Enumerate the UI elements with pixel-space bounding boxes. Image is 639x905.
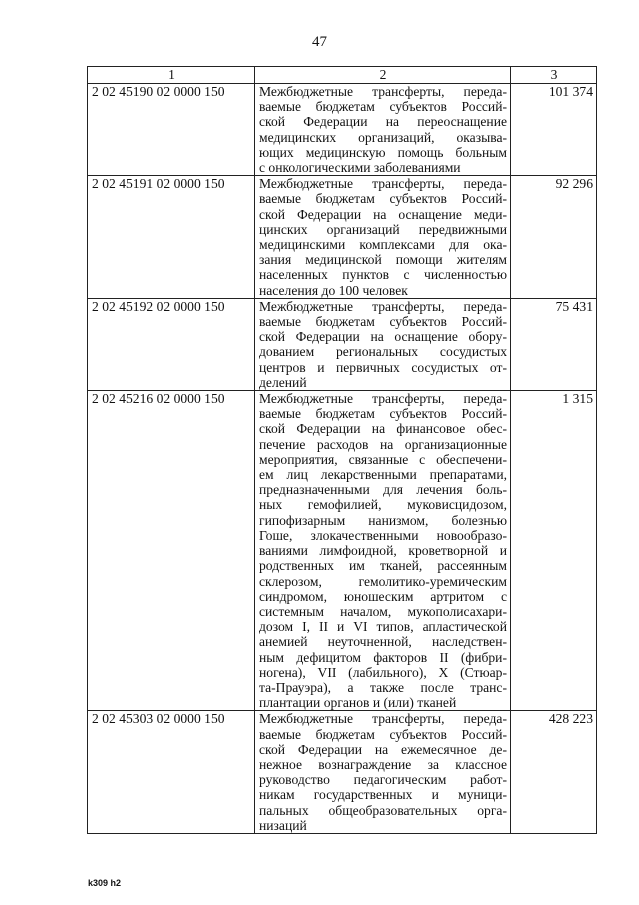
description-line: ваемые бюджетам субъектов Россий-: [259, 314, 507, 330]
description-line: никам государственных и муници-: [259, 787, 507, 803]
description-cell: [255, 84, 511, 176]
description-line: Межбюджетные трансферты, переда-: [259, 391, 507, 407]
description-line: населения до 100 человек: [259, 282, 408, 298]
description-line: ным дефицитом факторов II (фибри-: [259, 649, 507, 665]
amount-cell: 92 296: [511, 176, 597, 299]
description-line: ваемые бюджетам субъектов Россий-: [259, 726, 507, 742]
description-line: синдромом, юношеским артритом с: [259, 588, 507, 604]
budget-transfers-table: [87, 66, 597, 834]
description-line: ем лиц лекарственными препаратами,: [259, 467, 507, 483]
description-line: ваемые бюджетам субъектов Россий-: [259, 99, 507, 115]
description-cell: [255, 298, 511, 390]
description-line: мероприятия, связанные с обеспечени-: [259, 451, 507, 467]
description-line: с онкологическими заболеваниями: [259, 160, 461, 176]
description-cell: [255, 176, 511, 299]
description-line: предназначенными для лечения боль-: [259, 482, 507, 498]
column-header-description: 2: [255, 67, 511, 84]
description-line: делений: [259, 374, 307, 390]
description-line: низаций: [259, 817, 307, 833]
description-line: ской Федерации на оснащение обору-: [259, 329, 507, 345]
description-line: плантации органов и (или) тканей: [259, 695, 457, 711]
page-number: 47: [312, 34, 327, 50]
description-line: руководство педагогическим работ-: [259, 772, 507, 788]
description-line: ской Федерации на финансовое обес-: [259, 421, 507, 437]
amount-cell: 101 374: [511, 84, 597, 176]
table-row: [88, 176, 597, 299]
description-line: ваемые бюджетам субъектов Россий-: [259, 191, 507, 207]
budget-code-cell: 2 02 45191 02 0000 150: [88, 176, 255, 299]
description-line: центров и первичных сосудистых от-: [259, 359, 507, 375]
table-header: [88, 67, 597, 84]
header-row: [88, 67, 597, 84]
description-line: медицинских организаций, оказыва-: [259, 129, 507, 145]
description-line: Межбюджетные трансферты, переда-: [259, 176, 507, 192]
budget-code-cell: 2 02 45192 02 0000 150: [88, 298, 255, 390]
description-line: ской Федерации на ежемесячное де-: [259, 741, 507, 757]
description-line: та-Прауэра), а также после транс-: [259, 679, 507, 695]
description-cell: [255, 711, 511, 834]
description-line: населенных пунктов с численностью: [259, 267, 507, 283]
table-row: [88, 84, 597, 176]
table-body: [88, 84, 597, 834]
description-line: ных гемофилией, муковисцидозом,: [259, 497, 507, 513]
table-row: [88, 711, 597, 834]
description-line: Межбюджетные трансферты, переда-: [259, 298, 507, 314]
description-line: ваемые бюджетам субъектов Россий-: [259, 406, 507, 422]
column-header-amount: 3: [511, 67, 597, 84]
description-line: дозом I, II и VI типов, апластической: [259, 619, 507, 635]
description-line: родственных им тканей, рассеянным: [259, 558, 507, 574]
budget-code-cell: 2 02 45216 02 0000 150: [88, 391, 255, 711]
description-line: медицинскими комплексами для ока-: [259, 237, 507, 253]
description-line: зания медицинской помощи жителям: [259, 252, 507, 268]
description-line: ской Федерации на оснащение меди-: [259, 206, 507, 222]
description-line: Гоше, злокачественными новообразо-: [259, 527, 507, 543]
table-row: [88, 391, 597, 711]
description-line: склерозом, гемолитико-уремическим: [259, 573, 507, 589]
description-line: Межбюджетные трансферты, переда-: [259, 711, 507, 727]
description-line: системным началом, мукополисахари-: [259, 603, 507, 619]
amount-cell: 1 315: [511, 391, 597, 711]
description-line: печение расходов на организационные: [259, 436, 507, 452]
description-line: ногена), VII (лабильного), X (Стюар-: [259, 664, 507, 680]
description-cell: [255, 391, 511, 711]
budget-code-cell: 2 02 45190 02 0000 150: [88, 84, 255, 176]
column-header-code: 1: [88, 67, 255, 84]
budget-code-cell: 2 02 45303 02 0000 150: [88, 711, 255, 834]
description-line: Межбюджетные трансферты, переда-: [259, 84, 507, 99]
description-line: цинских организаций передвижными: [259, 221, 507, 237]
description-line: дованием региональных сосудистых: [259, 344, 507, 360]
description-line: ваниями лимфоидной, кроветворной и: [259, 543, 507, 559]
description-line: пальных общеобразовательных орга-: [259, 802, 507, 818]
amount-cell: 428 223: [511, 711, 597, 834]
description-line: анемией неуточненной, наследствен-: [259, 634, 507, 650]
description-line: ющих медицинскую помощь больным: [259, 144, 507, 160]
document-footer-mark: k309 h2: [88, 878, 122, 888]
amount-cell: 75 431: [511, 298, 597, 390]
description-line: ской Федерации на переоснащение: [259, 114, 507, 130]
table-row: [88, 298, 597, 390]
description-line: гипофизарным нанизмом, болезнью: [259, 512, 507, 528]
description-line: нежное вознаграждение за классное: [259, 756, 507, 772]
